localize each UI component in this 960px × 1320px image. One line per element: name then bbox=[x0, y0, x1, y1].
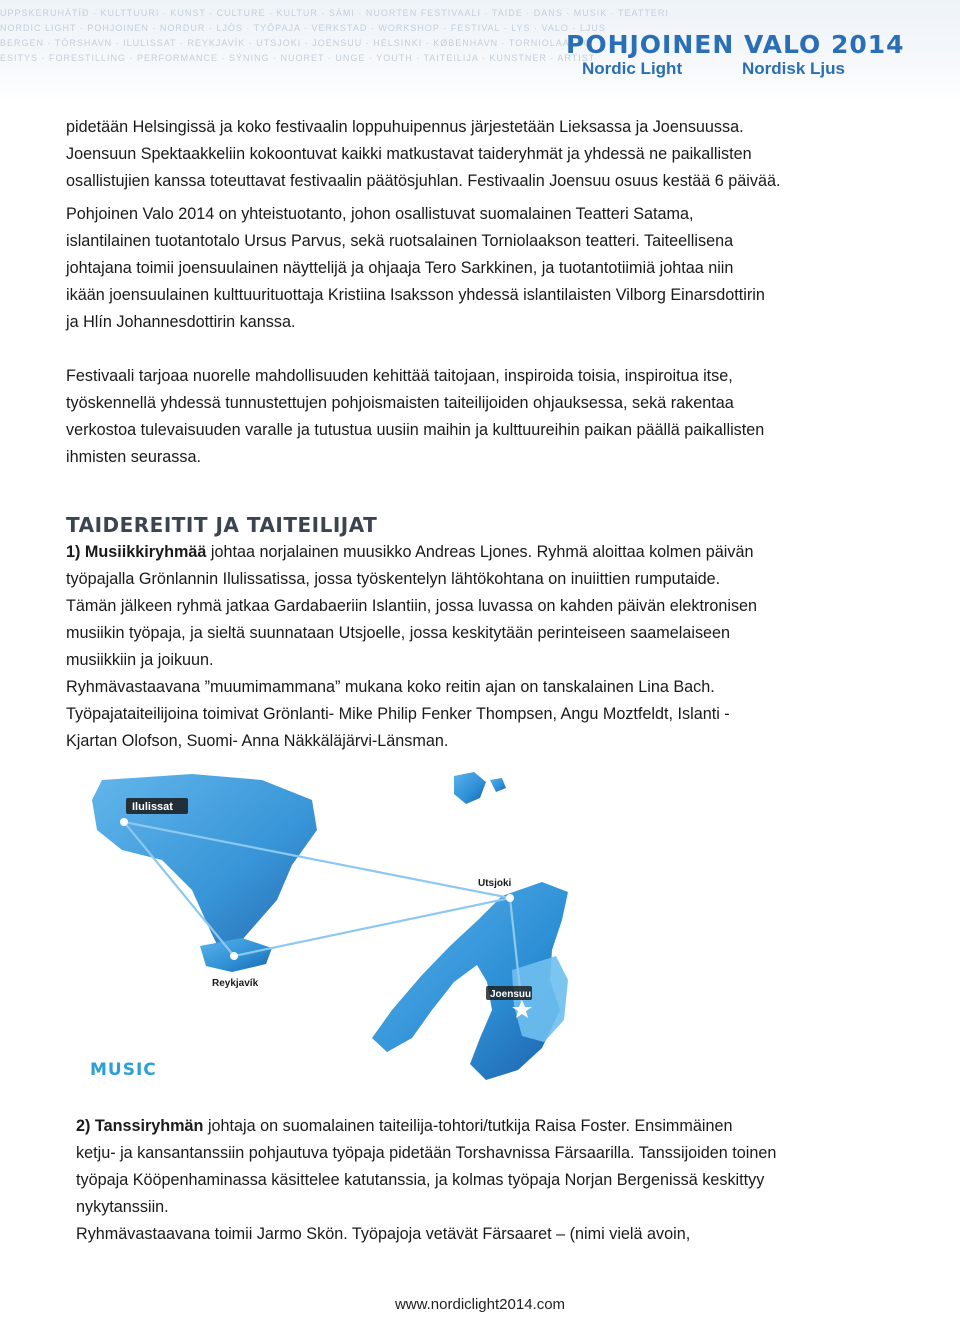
header-pattern-line: NORDIC LIGHT · POHJOINEN · NORDUR · LJÓS · TYÖPAJA · VERKSTAD · WORKSHOP · FESTIVAL · LYS · VALO · LJUS bbox=[0, 23, 606, 33]
text-line: osallistujien kanssa toteuttavat festivaalin päätösjuhlan. Festivaalin Joensuu osuus kestää 6 päivää. bbox=[66, 172, 781, 190]
header-pattern-line: UPPSKERUHÁTÍÐ · KULTTUURI · KUNST · CULTURE · KULTUR · SÁMI · NUORTEN FESTIVAALI · TAIDE · DANS · MUSIK · TEATTERI bbox=[0, 8, 669, 18]
item-lead: 2) Tanssiryhmän bbox=[76, 1117, 204, 1135]
main-text bbox=[66, 114, 856, 755]
utsjoki-marker bbox=[506, 894, 514, 902]
logo-subtitle bbox=[566, 59, 896, 81]
text-line bbox=[66, 539, 856, 566]
ilulissat-marker bbox=[120, 818, 128, 826]
logo-subtitle-swedish: Nordisk Ljus bbox=[742, 59, 845, 78]
utsjoki-label: Utsjoki bbox=[478, 878, 512, 889]
text-line: Tämän jälkeen ryhmä jatkaa Gardabaeriin Islantiin, jossa luvassa on kahden päivän elektronisen bbox=[66, 597, 758, 615]
text-line: nykytanssiin. bbox=[76, 1198, 169, 1216]
ilulissat-label: Ilulissat bbox=[132, 801, 173, 813]
text-line: Ryhmävastaavana ”muumimammana” mukana koko reitin ajan on tanskalainen Lina Bach. bbox=[66, 678, 715, 696]
header-pattern-line: BERGEN · TÓRSHAVN · ILULISSAT · REYKJAVÍK · UTSJOKI · JOENSUU · HELSINKI · KØBENHAVN · TORNIOLAAKSO bbox=[0, 38, 592, 48]
text-line: työpajalla Grönlannin Ilulissatissa, jossa työskentelyn lähtökohtana on inuiittien rumputaide. bbox=[66, 570, 721, 588]
text-line: johtajana toimii joensuulainen näyttelijä ja ohjaaja Tero Sarkkinen, ja tuotantotiimiä johtaa niin bbox=[66, 259, 734, 277]
reykjavik-label: Reykjavík bbox=[212, 978, 259, 989]
text-line: pidetään Helsingissä ja koko festivaalin loppuhuipennus järjestetään Lieksassa ja Joensuussa. bbox=[66, 118, 744, 136]
item-text: johtaja on suomalainen taiteilija-tohtori/tutkija Raisa Foster. Ensimmäinen bbox=[203, 1117, 733, 1135]
text-line: ketju- ja kansantanssiin pohjautuva työpaja pidetään Torshavnissa Färsaarilla. Tanssijoiden toinen bbox=[76, 1144, 777, 1162]
header-band bbox=[0, 0, 960, 100]
greenland-landmass bbox=[92, 774, 317, 955]
text-line: työskennellä yhdessä tunnustettujen pohjoismaisten taiteilijoiden ohjauksessa, sekä rakentaa bbox=[66, 394, 734, 412]
joensuu-label: Joensuu bbox=[490, 989, 532, 1000]
svalbard-island bbox=[490, 778, 506, 792]
text-line: työpaja Kööpenhaminassa käsittelee katutanssia, ja kolmas työpaja Norjan Bergenissä keskittyy bbox=[76, 1171, 765, 1189]
route-map-graphic bbox=[82, 770, 622, 1100]
text-line: Työpajataiteilijoina toimivat Grönlanti- Mike Philip Fenker Thompsen, Angu Moztfeldt, Islanti - bbox=[66, 705, 730, 723]
text-line: Joensuun Spektaakkeliin kokoontuvat kaikki matkustavat taideryhmät ja yhdessä ne paikallisten bbox=[66, 145, 752, 163]
main-text-continued bbox=[76, 1113, 866, 1248]
logo-subtitle-english: Nordic Light bbox=[582, 59, 683, 78]
item-text: johtaa norjalainen muusikko Andreas Ljones. Ryhmä aloittaa kolmen päivän bbox=[206, 543, 754, 561]
route-map bbox=[82, 770, 622, 1100]
music-route-label: MUSIC bbox=[90, 1060, 157, 1080]
text-line: verkostoa tulevaisuuden varalle ja tutustua uusiin maihin ja kulttuureihin paikan päällä paikallisten bbox=[66, 421, 765, 439]
item-lead: 1) Musiikkiryhmää bbox=[66, 543, 207, 561]
text-line: Ryhmävastaavana toimii Jarmo Skön. Työpajoja vetävät Färsaaret – (nimi vielä avoin, bbox=[76, 1225, 691, 1243]
text-line: islantilainen tuotantotalo Ursus Parvus, sekä ruotsalainen Torniolaakson teatteri. Taiteellisena bbox=[66, 232, 734, 250]
text-line: musiikkiin ja joikuun. bbox=[66, 651, 214, 669]
logo-title: POHJOINEN VALO 2014 bbox=[566, 30, 905, 59]
section-heading: TAIDEREITIT JA TAITEILIJAT bbox=[66, 513, 378, 537]
footer-url: www.nordiclight2014.com bbox=[394, 1296, 566, 1313]
svalbard-landmass bbox=[454, 772, 486, 804]
text-line: Kjartan Olofson, Suomi- Anna Näkkäläjärvi-Länsman. bbox=[66, 732, 449, 750]
text-line: ihmisten seurassa. bbox=[66, 448, 201, 466]
text-line: ja Hlín Johannesdottirin kanssa. bbox=[66, 313, 296, 331]
text-line: musiikin työpaja, ja sieltä suunnataan Utsjoelle, jossa keskitytään perinteiseen saamelaiseen bbox=[66, 624, 731, 642]
header-pattern-line: ESITYS · FORESTILLING · PERFORMANCE · SÝNING · NUORET · UNGE · YOUTH · TAITEILIJA · KUNSTNER · ARTIST bbox=[0, 53, 596, 63]
reykjavik-marker bbox=[230, 952, 238, 960]
text-line: Pohjoinen Valo 2014 on yhteistuotanto, johon osallistuvat suomalainen Teatteri Satama, bbox=[66, 205, 694, 223]
festival-logo bbox=[566, 30, 905, 81]
text-line: Festivaali tarjoaa nuorelle mahdollisuuden kehittää taitojaan, inspiroida toisia, inspiroitua itse, bbox=[66, 367, 733, 385]
text-line: ikään joensuulainen kulttuurituottaja Kristiina Isaksson yhdessä islantilaisten Vilborg Einarsdottirin bbox=[66, 286, 765, 304]
text-line bbox=[76, 1113, 866, 1140]
